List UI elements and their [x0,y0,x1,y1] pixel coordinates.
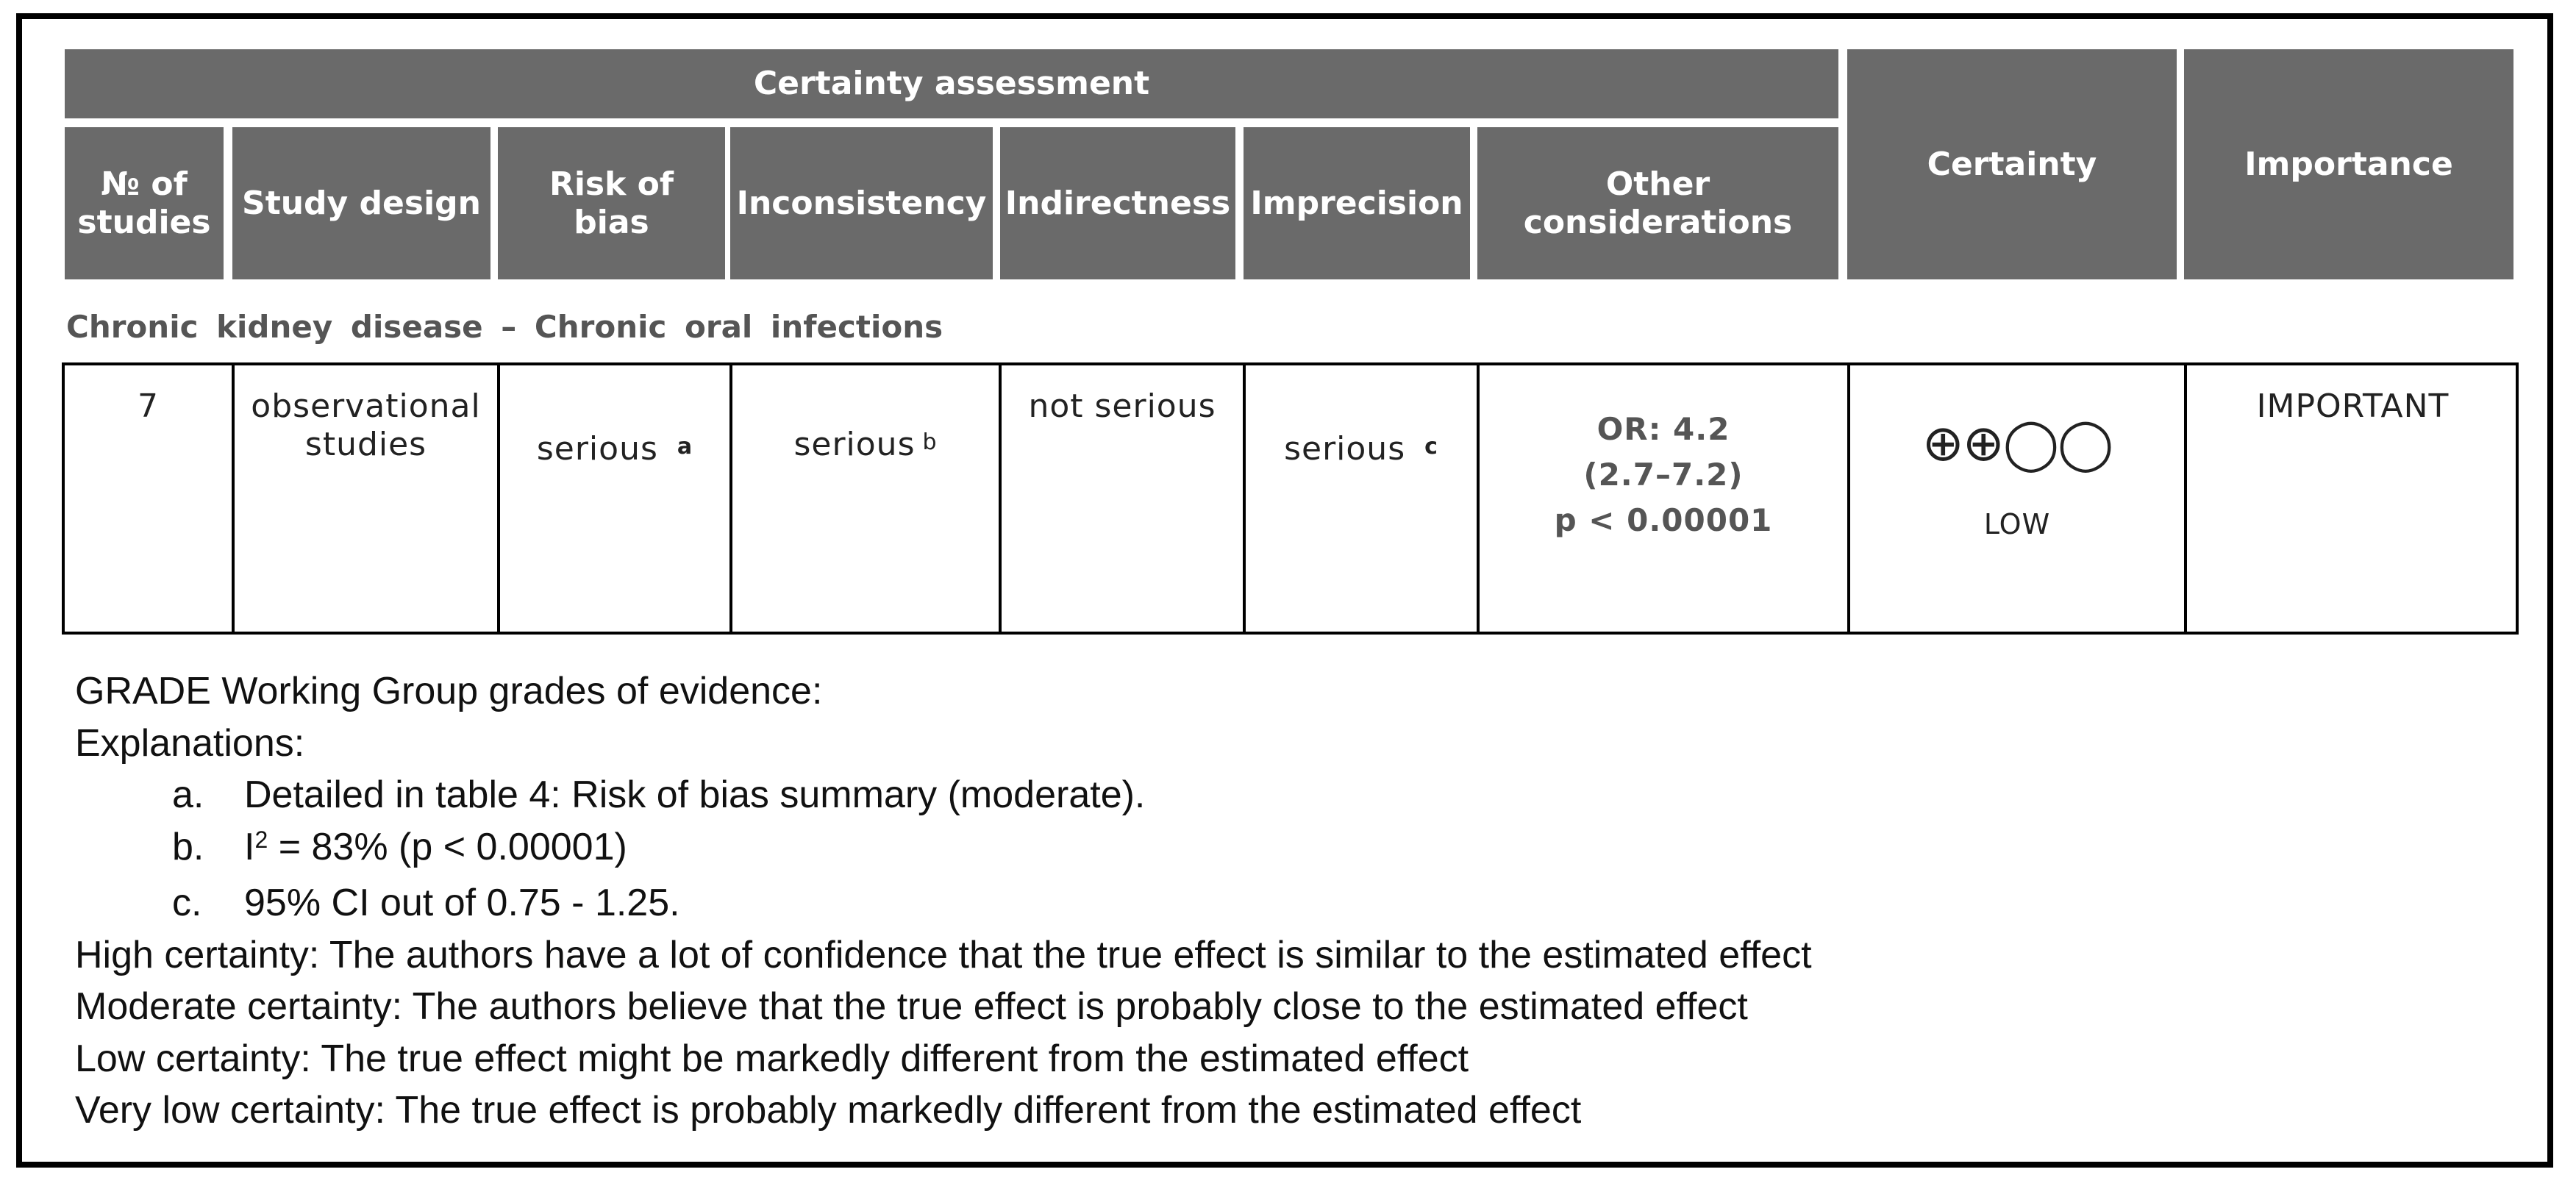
col-header-risk-of-bias-label: Risk of bias [549,165,674,241]
col-header-inconsistency-label: Inconsistency [736,184,987,222]
explanation-c-label: c. [172,882,202,924]
cell-risk-of-bias [500,392,729,472]
footnote-marker-b: b [922,429,938,455]
explanation-a [75,769,1812,821]
definition-low: Low certainty: The true effect might be markedly different from the estimated effect [75,1037,1469,1080]
inconsistency-value: serious [793,426,916,463]
certainty-level: LOW [1983,508,2051,540]
explanation-b-text-post: = 83% (p < 0.00001) [268,825,627,868]
cell-effect: OR: 4.2 (2.7–7.2) p < 0.00001 [1554,411,1773,538]
cell-indirectness: not serious [1028,387,1216,425]
col-header-importance [2184,49,2513,279]
col-header-imprecision [1244,127,1470,279]
explanation-b-text-pre: I [244,825,255,868]
col-header-other-considerations-label: Other considerations [1523,165,1793,241]
cell-imprecision [1246,392,1477,472]
cell-study-design: observational studies [251,387,481,463]
certainty-assessment-label: Certainty assessment [753,65,1150,102]
explanation-b-label: b. [172,825,204,868]
cell-certainty [1850,380,2184,579]
col-header-inconsistency [730,127,993,279]
explanations-label: Explanations: [75,721,305,765]
certainty-assessment-header [65,49,1838,118]
footnote-marker-a: a [677,434,693,460]
cell-inconsistency [732,387,999,468]
col-header-num-studies [65,127,224,279]
certainty-rating-icon: ⊕⊕◯◯ [1922,415,2113,473]
explanation-a-text: Detailed in table 4: Risk of bias summary (moderate). [244,773,1146,816]
col-header-indirectness [1000,127,1235,279]
col-header-num-studies-label: № of studies [77,165,211,241]
footnote-marker-c: c [1424,434,1438,460]
col-header-imprecision-label: Imprecision [1250,184,1463,222]
explanation-b [75,821,1812,878]
explanation-c [75,877,1812,929]
cell-importance: IMPORTANT [2256,387,2450,425]
col-header-study-design-label: Study design [242,184,481,222]
col-header-other-considerations [1477,127,1838,279]
definition-moderate: Moderate certainty: The authors believe that the true effect is probably close to the estimated effect [75,985,1748,1028]
col-header-importance-label: Importance [2244,145,2453,183]
grade-heading: GRADE Working Group grades of evidence: [75,670,823,712]
col-header-certainty [1847,49,2177,279]
explanation-b-sup: 2 [254,826,268,853]
explanation-a-label: a. [172,773,204,816]
risk-of-bias-value: serious [536,430,658,468]
col-header-risk-of-bias [498,127,725,279]
explanation-c-text: 95% CI out of 0.75 - 1.25. [244,882,680,924]
definition-very-low: Very low certainty: The true effect is probably markedly different from the estimated effect [75,1089,1582,1132]
col-header-certainty-label: Certainty [1927,145,2097,183]
col-header-indirectness-label: Indirectness [1005,184,1231,222]
col-header-study-design [232,127,490,279]
definition-high: High certainty: The authors have a lot of confidence that the true effect is similar to the estimated effect [75,933,1812,976]
table-row [62,362,2519,635]
section-label: Chronic kidney disease – Chronic oral infections [66,309,943,345]
imprecision-value: serious [1284,430,1406,468]
cell-num-studies: 7 [138,387,159,425]
footnotes [75,665,1812,1137]
